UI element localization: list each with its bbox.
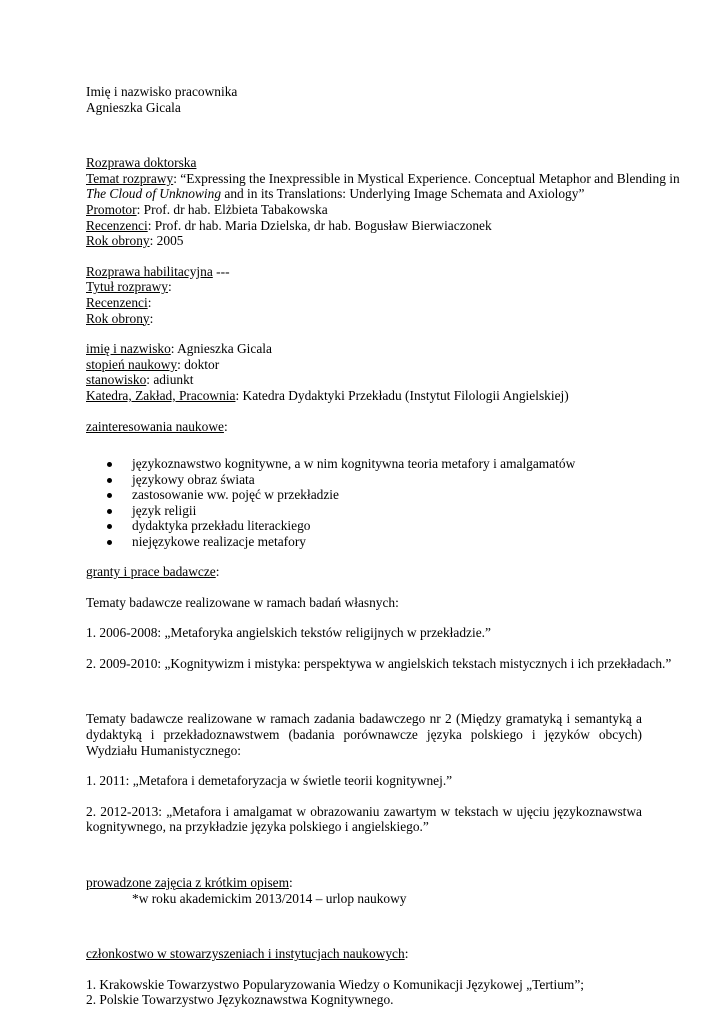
bullet-icon <box>107 493 112 498</box>
list-item <box>86 503 656 519</box>
doctoral-year <box>86 233 656 249</box>
classes-note: *w roku akademickim 2013/2014 – urlop naukowy <box>132 890 407 906</box>
bullet-icon <box>107 478 112 483</box>
reviewers-value: : Prof. dr hab. Maria Dzielska, dr hab. Bogusław Bierwiaczonek <box>147 217 492 233</box>
membership-item-2: 2. Polskie Towarzystwo Językoznawstwa Kognitywnego. <box>86 992 394 1008</box>
employee-name-label: Imię i nazwisko pracownika <box>86 84 238 99</box>
habilitation-heading-line <box>86 264 656 280</box>
habilitation-reviewers-label: Recenzenci <box>86 294 148 310</box>
colon: : <box>215 564 220 580</box>
employee-name: Agnieszka Gicala <box>86 99 181 115</box>
person-position-value: : adiunkt <box>146 372 194 388</box>
colon: : <box>149 310 154 326</box>
habilitation-topic <box>86 279 656 295</box>
grants-own-intro: Tematy badawcze realizowane w ramach badań własnych: <box>86 594 399 610</box>
interests-heading-line <box>86 419 656 435</box>
person-name <box>86 341 656 357</box>
habilitation-reviewers <box>86 295 656 311</box>
person-degree-value: : doktor <box>177 356 220 372</box>
doctoral-heading: Rozprawa doktorska <box>86 155 197 171</box>
list-item-text: dydaktyka przekładu literackiego <box>132 518 311 534</box>
list-item-text: językoznawstwo kognitywne, a w nim kognitywna teoria metafory i amalgamatów <box>132 456 576 472</box>
doctoral-topic-label: Temat rozprawy <box>86 170 174 186</box>
person-degree-label: stopień naukowy <box>86 356 178 372</box>
bullet-icon <box>107 509 112 514</box>
person-position <box>86 372 656 388</box>
grants-task-intro: Tematy badawcze realizowane w ramach zadania badawczego nr 2 (Między gramatyką i semantyką a dydaktyką i przekładoznawstwem (badania porównawcze języka polskiego i języków obcych) Wydziału Humanistycznego: <box>86 711 642 758</box>
colon: : <box>167 279 172 295</box>
list-item-text: język religii <box>132 502 197 518</box>
colon: : <box>223 418 228 434</box>
list-item <box>86 456 656 472</box>
grant-own-1: 1. 2006-2008: „Metaforyka angielskich tekstów religijnych w przekładzie.” <box>86 625 491 641</box>
person-name-label: imię i nazwisko <box>86 341 171 357</box>
person-department <box>86 388 656 404</box>
doctoral-topic-italic: The Cloud of Unknowing <box>86 186 222 202</box>
list-item-text: niejęzykowe realizacje metafory <box>132 533 306 549</box>
grant-task-2: 2. 2012-2013: „Metafora i amalgamat w obrazowaniu zawartym w tekstach w ujęciu językoznawstwa kognitywnego, na przykładzie języka polskiego i angielskiego.” <box>86 803 642 835</box>
list-item-text: językowy obraz świata <box>132 471 255 487</box>
habilitation-year <box>86 311 656 327</box>
document-body <box>86 84 680 1008</box>
list-item <box>86 518 656 534</box>
interests-heading: zainteresowania naukowe <box>86 418 224 434</box>
bullet-icon <box>107 462 112 467</box>
membership-heading-line <box>86 946 656 962</box>
doctoral-topic-text: : “Expressing the Inexpressible in Mystical Experience. Conceptual Metaphor and Blending in <box>173 170 680 186</box>
membership-item-1: 1. Krakowskie Towarzystwo Popularyzowania Wiedzy o Komunikacji Językowej „Tertium”; <box>86 976 584 992</box>
person-name-value: : Agnieszka Gicala <box>170 341 272 357</box>
habilitation-heading-suffix: --- <box>212 263 230 279</box>
membership-heading: członkostwo w stowarzyszeniach i instytucjach naukowych <box>86 946 405 962</box>
person-position-label: stanowisko <box>86 372 147 388</box>
colon: : <box>147 294 152 310</box>
list-item <box>86 534 656 550</box>
grants-heading-line <box>86 564 656 580</box>
list-item <box>86 472 656 488</box>
habilitation-year-label: Rok obrony <box>86 310 150 326</box>
doctoral-topic-line <box>86 170 680 187</box>
person-dept-label: Katedra, Zakład, Pracownia <box>86 387 236 403</box>
colon: : <box>404 946 409 962</box>
doctoral-topic-text-2: and in its Translations: Underlying Image Schemata and Axiology” <box>221 186 585 202</box>
colon: : <box>289 875 293 891</box>
grant-task-1: 1. 2011: „Metafora i demetaforyzacja w świetle teorii kognitywnej.” <box>86 773 453 789</box>
classes-heading: prowadzone zajęcia z krótkim opisem <box>86 875 290 891</box>
person-degree <box>86 357 656 373</box>
habilitation-heading: Rozprawa habilitacyjna <box>86 263 213 279</box>
person-dept-value: : Katedra Dydaktyki Przekładu (Instytut Filologii Angielskiej) <box>235 387 569 403</box>
doctoral-promotor <box>86 202 656 218</box>
habilitation-topic-label: Tytuł rozprawy <box>86 279 168 295</box>
year-value: : 2005 <box>149 233 184 249</box>
classes-heading-line <box>86 875 656 891</box>
list-item <box>86 487 656 503</box>
year-label: Rok obrony <box>86 233 150 249</box>
reviewers-label: Recenzenci <box>86 217 148 233</box>
grants-heading: granty i prace badawcze <box>86 564 216 580</box>
grant-own-2: 2. 2009-2010: „Kognitywizm i mistyka: perspektywa w angielskich tekstach mistycznych i ich przekładach.” <box>86 655 672 671</box>
list-item-text: zastosowanie ww. pojęć w przekładzie <box>132 487 339 503</box>
bullet-icon <box>107 524 112 529</box>
doctoral-topic-line-2 <box>86 186 656 202</box>
interests-list <box>86 456 656 549</box>
promotor-value: : Prof. dr hab. Elżbieta Tabakowska <box>136 201 328 217</box>
bullet-icon <box>107 540 112 545</box>
promotor-label: Promotor <box>86 201 137 217</box>
doctoral-reviewers <box>86 218 656 234</box>
